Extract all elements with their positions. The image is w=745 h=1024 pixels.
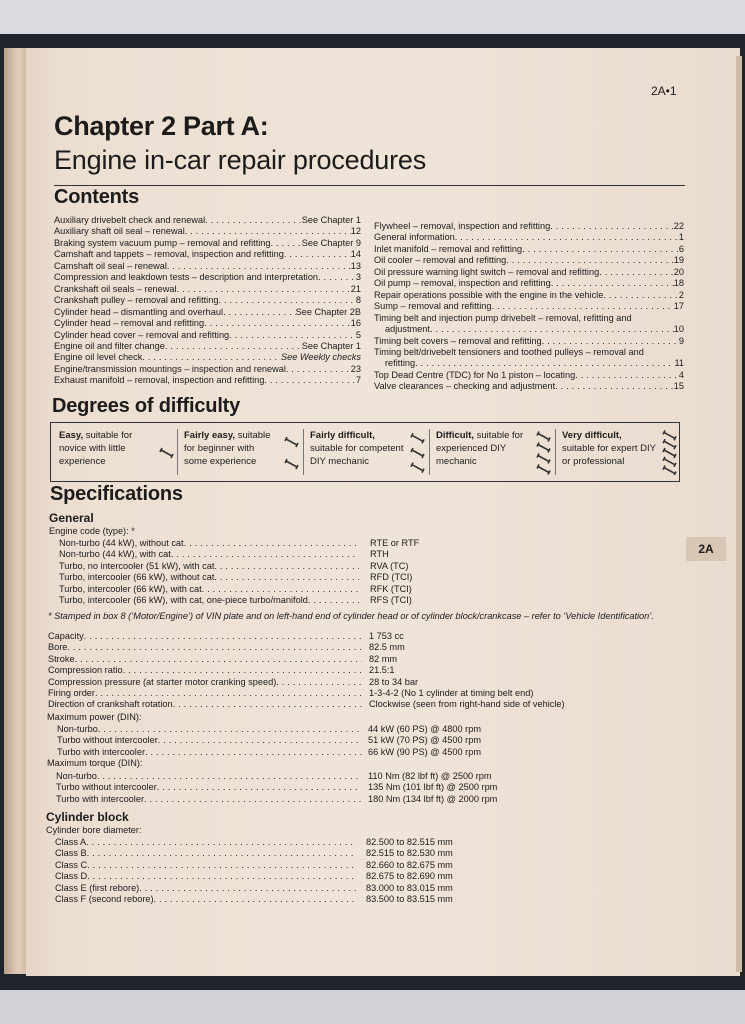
contents-entry-label: Compression and leakdown tests – description and interpretation [54,272,319,283]
spec-row-label: Non-turbo (44 kW), without cat [59,538,184,548]
contents-entry [54,341,361,352]
contents-entry-label: Engine oil and filter change [54,340,165,351]
spanner-icon [160,448,173,458]
spanner-icon [410,429,426,475]
spec-row-value: 82.675 to 82.690 mm [366,871,453,882]
contents-entry-leader [284,249,351,260]
spec-row-value: 82.660 to 82.675 mm [366,859,453,870]
contents-entry-leader [318,272,356,283]
spanner-icon [537,465,550,475]
spec-row-label: Firing order [48,688,95,698]
contents-entry-leader [551,278,674,289]
contents-entry-leader [599,267,674,278]
spanner-icon [663,430,676,440]
contents-entry-ref: 15 [673,381,684,392]
engine-code-label: Engine code (type): * [49,526,135,536]
spec-row-value: 1 753 cc [369,631,404,641]
difficulty-level-text: DIY mechanic [310,456,369,467]
contents-entry-ref: 11 [674,358,684,369]
contents-entry-label: Braking system vacuum pump – removal and refitting [54,237,271,248]
spanner-icon [284,429,300,475]
contents-entry-ref: 14 [350,249,361,260]
spec-row-label: Compression ratio [48,665,123,676]
contents-entry-leader [264,375,355,386]
contents-entry-leader [455,232,679,243]
spec-row-leader [67,642,362,653]
chapter-side-tab: 2A [686,537,726,561]
spec-row [59,538,359,549]
general-heading: General [49,511,94,525]
contents-entry-leader [204,318,351,329]
spec-row-value: Clockwise (seen from right-hand side of vehicle) [369,699,565,710]
contents-entry [374,290,684,301]
difficulty-level-text: novice with little [59,443,126,454]
spec-row [56,794,361,805]
contents-entry-label: adjustment [385,324,430,335]
contents-entry [374,313,684,324]
spec-row [59,595,359,606]
contents-entry [374,267,684,278]
bore-diameter-label: Cylinder bore diameter: [46,825,142,835]
contents-entry-leader [271,238,302,249]
engine-code-note: * Stamped in box 8 (‘Motor/Engine’) of VIN plate and on left-hand end of cylinder head or of cylinder block/crankcase – refer to ‘Vehicle Identification’. [48,611,654,621]
difficulty-level [184,429,284,475]
spanner-icon [285,459,298,469]
spec-row-value: 21.5:1 [369,665,395,676]
contents-entry [54,249,361,260]
contents-entry-ref: 9 [678,335,684,346]
spec-row-label: Turbo, intercooler (66 kW), without cat [59,572,215,583]
spec-row-leader [214,561,359,572]
contents-entry-label: Cylinder head – dismantling and overhaul [54,306,224,317]
cylinder-block-heading: Cylinder block [46,810,129,824]
contents-entry-ref: 10 [673,324,684,335]
contents-entry-label: Engine oil level check [54,352,143,363]
contents-entry-ref: 18 [673,278,684,289]
difficulty-level-text: suitable for [83,430,133,441]
spec-row-leader [75,654,362,665]
max-torque-label: Maximum torque (DIN): [47,758,143,768]
contents-entry [374,301,684,312]
contents-entry [374,232,684,243]
contents-entry-leader [522,244,679,255]
spec-row-value: RTH [370,549,389,560]
contents-entry-label: Repair operations possible with the engine in the vehicle [374,289,604,300]
contents-entry-leader [491,301,673,312]
spec-row-value: RFS (TCI) [370,595,412,605]
chapter-title: Chapter 2 Part A: [54,111,269,141]
difficulty-level-text: some experience [184,456,257,467]
contents-entry-label: refitting [385,358,416,369]
contents-entry-ref: 20 [673,266,684,277]
spec-row-leader [123,665,362,676]
contents-entry [54,261,361,272]
spec-row-label: Capacity [48,631,84,641]
spec-row [59,572,359,583]
difficulty-level-name: Very difficult, [562,430,622,441]
spec-row [55,860,356,871]
contents-entry-label: Timing belt/drivebelt tensioners and toothed pulleys – removal and [374,346,644,357]
difficulty-divider [303,429,304,475]
spec-row-value: RFD (TCI) [370,572,413,583]
contents-entry-label: Camshaft and tappets – removal, inspection and refitting [54,249,284,260]
book-spine [4,48,28,974]
contents-entry-leader [506,255,674,266]
spec-row-label: Turbo, intercooler (66 kW), with cat, one-piece turbo/manifold [59,595,308,605]
spec-row-value: 180 Nm (134 lbf ft) @ 2000 rpm [368,793,498,804]
spec-row-label: Class B [55,848,87,859]
contents-entry [374,221,684,232]
contents-entry-label: Exhaust manifold – removal, inspection and refitting [54,375,265,386]
spec-row [59,561,359,572]
spec-row-label: Class D [55,871,88,882]
difficulty-divider [429,429,430,475]
contents-entry [374,255,684,266]
difficulty-level [436,429,536,475]
spec-row-leader [276,677,362,688]
spec-row-label: Compression pressure (at starter motor cranking speed) [48,676,277,687]
difficulty-table [50,422,680,482]
contents-entry-label: Auxiliary shaft oil seal – renewal [54,226,185,237]
contents-entry-label: General information [374,232,455,243]
contents-entry-ref: 8 [355,295,361,306]
contents-entry [374,324,684,335]
spec-row-label: Turbo with intercooler [56,793,144,804]
spec-row-leader [87,871,356,882]
contents-entry-ref: See Chapter 9 [301,237,361,248]
spec-row-value: 82 mm [369,653,398,664]
difficulty-level [310,429,410,475]
spec-row-leader [86,837,356,848]
contents-entry [54,364,361,375]
contents-entry-ref: 1 [678,232,684,243]
spec-row-label: Class E (first rebore) [55,882,140,893]
contents-entry-leader [542,336,679,347]
contents-entry-label: Camshaft oil seal – renewal [54,260,167,271]
specifications-heading: Specifications [50,483,183,505]
spanner-icon [663,466,676,475]
spec-row-value: RVA (TC) [370,560,409,571]
spec-row [48,688,362,699]
spec-row-leader [144,794,361,805]
difficulty-level-text: mechanic [436,456,477,467]
spec-row [57,735,362,746]
spanner-icon [537,454,550,464]
spec-row-leader [214,572,359,583]
contents-entry-label: Auxiliary drivebelt check and renewal [54,215,206,225]
spanner-icon [285,437,298,447]
spec-row-leader [173,699,362,710]
contents-entry [54,352,361,363]
contents-entry [54,284,361,295]
spec-row [57,747,362,758]
contents-entry-ref: 23 [350,363,361,374]
spec-row-label: Turbo without intercooler [56,782,157,793]
contents-entry-leader [286,364,351,375]
contents-entry-label: Inlet manifold – removal and refitting [374,243,523,254]
spec-row [56,782,361,793]
spec-row [48,631,362,642]
spec-row-value: RFK (TCI) [370,583,412,594]
spec-row [55,871,356,882]
spec-row [55,848,356,859]
contents-entry-leader [603,290,679,301]
contents-heading: Contents [54,186,140,208]
contents-entry-label: Valve clearances – checking and adjustment [374,381,556,392]
spec-row [48,642,362,653]
max-power-label: Maximum power (DIN): [47,712,142,722]
spec-row-leader [95,688,362,699]
difficulty-level-name: Fairly difficult, [310,430,375,441]
difficulty-level-name: Fairly easy, [184,430,236,441]
difficulty-heading: Degrees of difficulty [52,395,241,417]
contents-entry-label: Sump – removal and refitting [374,301,492,312]
contents-entry-label: Crankshaft oil seals – renewal [54,283,177,294]
spec-row-leader [84,631,362,642]
difficulty-level [59,429,159,475]
contents-entry-leader [177,284,351,295]
spec-row [56,771,361,782]
spec-row-leader [158,735,362,746]
contents-entry [54,238,361,249]
spec-row [55,894,356,905]
difficulty-level-text: experienced DIY [436,443,507,454]
spec-row-leader [308,595,359,606]
spec-row [59,584,359,595]
contents-entry-label: Cylinder head cover – removal and refitting [54,329,230,340]
contents-entry-label: Oil cooler – removal and refitting [374,255,507,266]
contents-entry-leader [185,226,351,237]
spanner-icon [537,443,550,453]
spanner-icon [662,429,678,475]
spec-row-value: 51 kW (70 PS) @ 4500 rpm [368,735,481,746]
spec-row-leader [87,860,356,871]
spec-row-value: 82.515 to 82.530 mm [366,848,453,859]
difficulty-level-text: suitable for competent [310,443,404,454]
spec-row-label: Class C [55,859,88,870]
contents-entry [374,347,684,358]
spec-row-label: Stroke [48,653,75,664]
contents-entry-label: Top Dead Centre (TDC) for No 1 piston – locating [374,369,576,380]
spec-row-leader [87,848,356,859]
contents-entry [374,381,684,392]
spanner-icon [536,429,552,475]
spec-row-value: 83.000 to 83.015 mm [366,882,453,893]
spec-row [55,837,356,848]
contents-entry-ref: See Chapter 1 [301,215,361,225]
difficulty-level-text: for beginner with [184,443,255,454]
contents-entry-label: Timing belt and injection pump drivebelt – removal, refitting and [374,312,632,323]
contents-entry-ref: See Weekly checks [280,352,361,363]
spec-row-label: Non-turbo [56,771,97,781]
contents-entry-label: Oil pump – removal, inspection and refitting [374,278,551,289]
spanner-icon [663,457,676,467]
contents-entry-ref: 22 [673,221,684,231]
contents-entry [54,330,361,341]
contents-entry-label: Flywheel – removal, inspection and refitting [374,221,551,231]
contents-entry-ref: See Chapter 2B [295,306,361,317]
spanner-icon [537,432,550,442]
page-edge [736,56,742,972]
background-bottom [0,990,745,1024]
difficulty-level-text: or professional [562,456,625,467]
spec-row-label: Turbo, no intercooler (51 kW), with cat [59,560,215,571]
spec-row-leader [157,782,361,793]
difficulty-level-text: suitable for expert DIY [562,443,656,454]
difficulty-level-text: experience [59,456,106,467]
spec-row-leader [145,747,362,758]
contents-entry-ref: 3 [355,272,361,283]
contents-entry [374,278,684,289]
contents-entry-ref: 5 [355,329,361,340]
contents-entry-label: Timing belt covers – removal and refitting [374,335,542,346]
spec-row-value: 44 kW (60 PS) @ 4800 rpm [368,724,481,734]
contents-entry-leader [550,221,674,232]
contents-entry [54,272,361,283]
spec-row-value: RTE or RTF [370,538,420,548]
spec-row-value: 110 Nm (82 lbf ft) @ 2500 rpm [368,771,492,781]
contents-entry-leader [555,381,674,392]
spec-row-label: Class F (second rebore) [55,894,154,904]
contents-entry [54,307,361,318]
spec-row-leader [98,724,362,735]
spec-row-label: Turbo without intercooler [57,735,158,746]
difficulty-level-name: Difficult, [436,430,474,441]
contents-entry-ref: 16 [350,318,361,329]
spec-row [57,724,362,735]
spec-row-leader [171,549,359,560]
spec-row-label: Non-turbo [57,724,98,734]
contents-entry-leader [223,307,296,318]
background-top [0,0,745,36]
contents-entry-ref: 17 [673,301,684,312]
spec-row [48,665,362,676]
spanner-icon [411,463,424,473]
contents-entry-label: Crankshaft pulley – removal and refitting [54,295,219,306]
contents-entry [374,370,684,381]
spec-row [48,677,362,688]
spanner-icon [663,439,676,449]
spec-row-value: 83.500 to 83.515 mm [366,894,453,904]
spec-row [48,654,362,665]
spec-row-label: Non-turbo (44 kW), with cat [59,549,171,560]
contents-entry-leader [142,352,281,363]
contents-entry-leader [205,215,302,226]
spec-row-value: 82.500 to 82.515 mm [366,837,453,847]
spec-row-label: Direction of crankshaft rotation [48,699,173,710]
spec-row-value: 28 to 34 bar [369,676,419,687]
contents-entry [54,375,361,386]
title-rule [54,185,685,186]
spec-row-leader [202,584,359,595]
spec-row-value: 82.5 mm [369,642,405,653]
contents-entry-leader [167,261,351,272]
spanner-icon [663,448,676,458]
contents-entry-ref: See Chapter 1 [301,340,361,351]
contents-entry-leader [165,341,302,352]
difficulty-level-text: suitable [235,430,271,441]
contents-entry-ref: 12 [350,226,361,237]
contents-entry [374,336,684,347]
spec-row-label: Turbo with intercooler [57,746,145,757]
spec-row-value: 1-3-4-2 (No 1 cylinder at timing belt end) [369,688,534,698]
contents-entry-label: Oil pressure warning light switch – removal and refitting [374,266,600,277]
contents-entry [54,318,361,329]
spec-row-label: Bore [48,642,68,653]
contents-entry-ref: 6 [678,243,684,254]
spec-row [48,699,362,710]
contents-entry-ref: 4 [678,369,684,380]
contents-entry-ref: 13 [350,260,361,271]
spec-row-leader [139,883,356,894]
contents-entry [54,215,361,226]
contents-entry [374,358,684,369]
spec-row-value: 66 kW (90 PS) @ 4500 rpm [368,746,481,757]
contents-entry-ref: 21 [350,283,361,294]
difficulty-divider [555,429,556,475]
spanner-icon [411,433,424,443]
contents-entry-label: Cylinder head – removal and refitting [54,318,205,329]
difficulty-divider [177,429,178,475]
contents-entry-ref: 7 [355,375,361,386]
spanner-icon [411,448,424,458]
difficulty-level-name: Easy, [59,430,84,441]
contents-entry [54,226,361,237]
difficulty-level [562,429,662,475]
contents-entry-leader [218,295,355,306]
contents-entry-ref: 2 [678,289,684,300]
spanner-icon [159,429,175,475]
spec-row-leader [154,894,356,905]
spec-row-value: 135 Nm (101 lbf ft) @ 2500 rpm [368,782,498,793]
spec-row [59,549,359,560]
contents-entry-leader [575,370,679,381]
spec-row-label: Class A [55,837,87,847]
difficulty-level-text: suitable for [474,430,524,441]
page-number: 2A•1 [651,84,677,98]
contents-entry [374,244,684,255]
contents-entry-ref: 19 [673,255,684,266]
contents-entry-leader [415,358,674,369]
spec-row-leader [97,771,361,782]
spec-row-leader [184,538,359,549]
spec-row [55,883,356,894]
contents-entry-leader [229,330,356,341]
contents-entry [54,295,361,306]
contents-entry-leader [430,324,674,335]
spec-row-label: Turbo, intercooler (66 kW), with cat [59,583,202,594]
contents-entry-label: Engine/transmission mountings – inspection and renewal [54,363,286,374]
chapter-subtitle: Engine in-car repair procedures [54,145,426,175]
